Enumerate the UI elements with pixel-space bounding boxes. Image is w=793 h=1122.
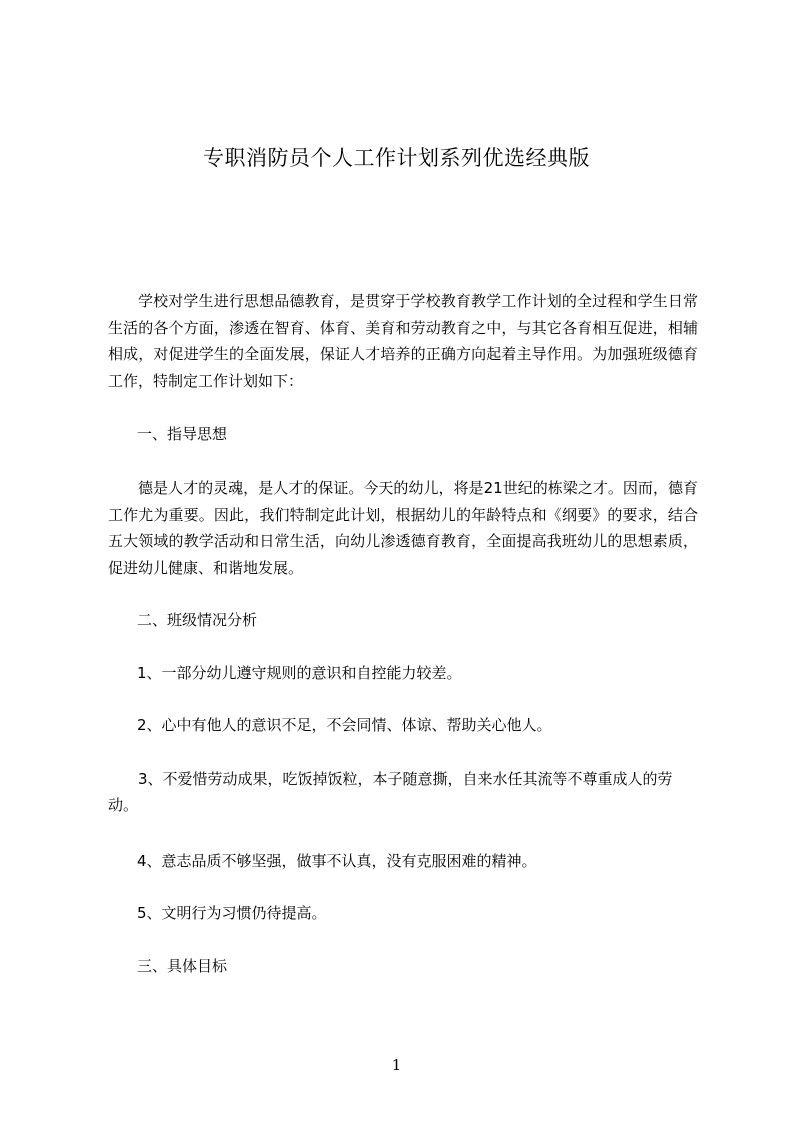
guiding-ideology-paragraph: 德是人才的灵魂，是人才的保证。今天的幼儿，将是21世纪的栋梁之才。因而，德育工作尤为重要。因此，我们特制定此计划，根据幼儿的年龄特点和《纲要》的要求，结合五大领域的教学活动和日常生活，向幼儿渗透德育教育，全面提高我班幼儿的思想素质，促进幼儿健康、和谐地发展。 [108, 479, 698, 577]
section-heading-class-analysis: 二、班级情况分析 [137, 611, 258, 629]
intro-paragraph: 学校对学生进行思想品德教育，是贯穿于学校教育教学工作计划的全过程和学生日常生活的各个方面，渗透在智育、体育、美育和劳动教育之中，与其它各育相互促进，相辅相成，对促进学生的全面发展，保证人才培养的正确方向起着主导作用。为加强班级德育工作，特制定工作计划如下： [108, 292, 698, 390]
analysis-item-5: 5、文明行为习惯仍待提高。 [137, 904, 327, 922]
analysis-item-1: 1、一部分幼儿遵守规则的意识和自控能力较差。 [137, 664, 462, 682]
section-heading-specific-goals: 三、具体目标 [137, 957, 228, 975]
analysis-item-2: 2、心中有他人的意识不足，不会同情、体谅、帮助关心他人。 [137, 716, 552, 734]
page-number: 1 [391, 1056, 402, 1074]
document-title: 专职消防员个人工作计划系列优选经典版 [203, 146, 590, 170]
analysis-item-4: 4、意志品质不够坚强，做事不认真，没有克服困难的精神。 [137, 852, 537, 870]
analysis-item-3: 3、不爱惜劳动成果，吃饭掉饭粒，本子随意撕，自来水任其流等不尊重成人的劳动。 [108, 770, 673, 814]
section-heading-guiding-ideology: 一、指导思想 [137, 425, 228, 443]
